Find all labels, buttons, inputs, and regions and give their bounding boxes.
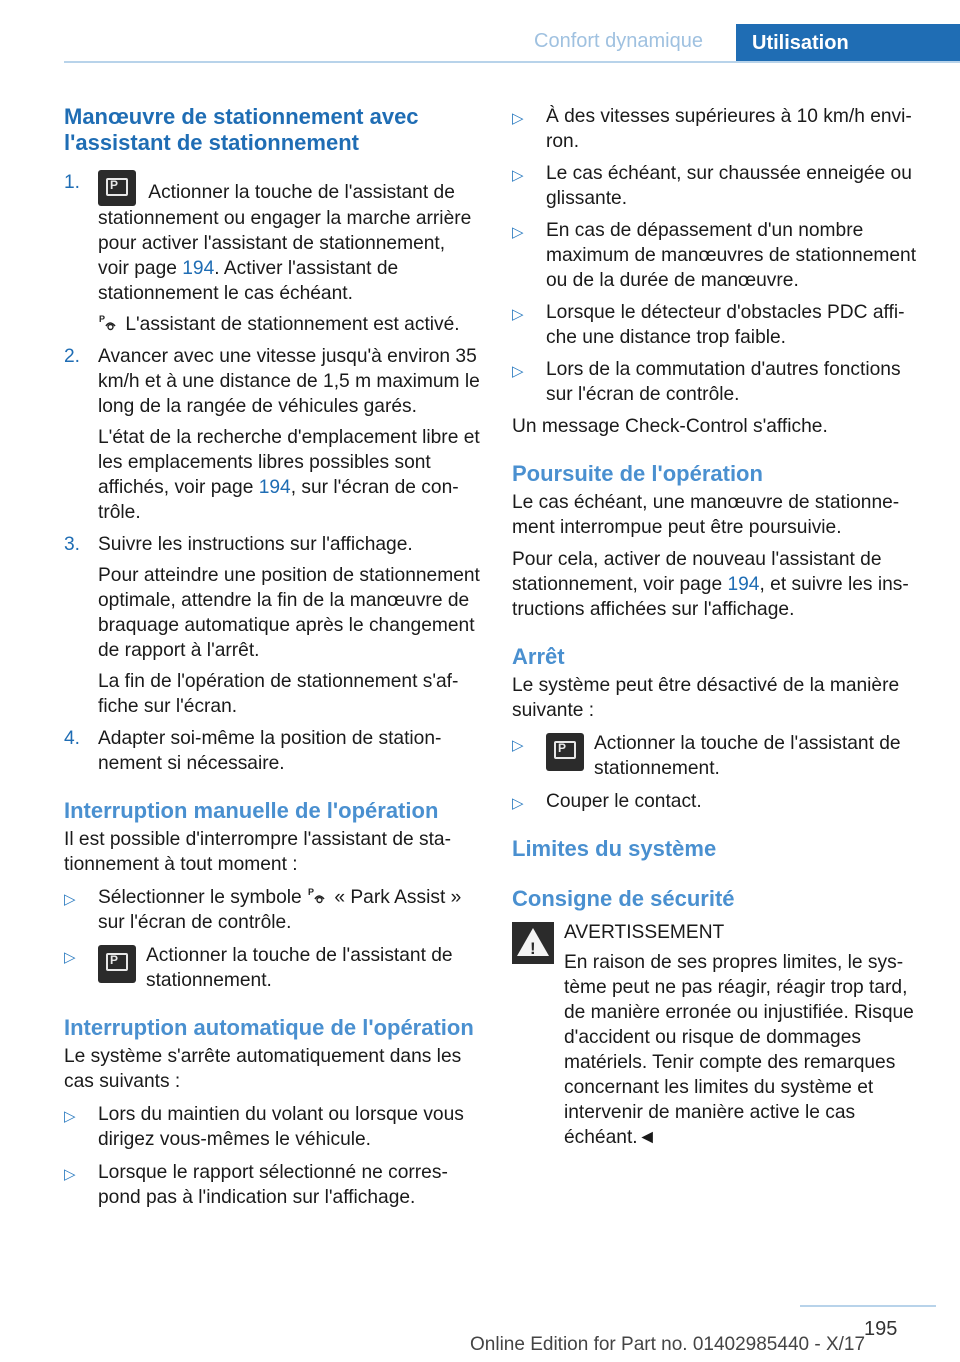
right-column <box>512 104 928 1150</box>
bullet-triangle-icon: ▷ <box>512 795 524 812</box>
bullet-text: Le cas échéant, sur chaussée enneigée ou glissante. <box>546 163 912 209</box>
warning-block <box>512 920 928 1150</box>
svg-text:P: P <box>99 314 106 324</box>
header-section-title: Confort dynamique <box>534 30 703 52</box>
bullet-triangle-icon: ▷ <box>512 167 524 184</box>
list-item <box>512 731 928 781</box>
heading-auto-interruption: Interruption automatique de l'opération <box>64 1015 474 1040</box>
bullet-text: Couper le contact. <box>546 791 702 812</box>
bullet-text: Lors du maintien du volant ou lorsque vous dirigez vous-mêmes le véhicule. <box>98 1104 464 1150</box>
bullet-triangle-icon: ▷ <box>64 949 76 966</box>
step-sub-text: L'assistant de stationnement est activé. <box>120 314 460 335</box>
bullet-triangle-icon: ▷ <box>64 1166 76 1183</box>
header-rule <box>64 61 960 63</box>
list-item <box>64 1160 480 1210</box>
heading-safety-note: Consigne de sécurité <box>512 886 735 911</box>
step-number: 1. <box>64 172 81 193</box>
footer-rule <box>800 1305 936 1307</box>
heading-stop: Arrêt <box>512 644 565 669</box>
left-column <box>64 104 480 1210</box>
step-2 <box>64 344 480 525</box>
bullet-text: À des vitesses supérieures à 10 km/h environ. <box>546 106 912 152</box>
list-item <box>512 218 928 293</box>
resume-text-2: Pour cela, activer de nouveau l'assistant de stationnement, voir page <box>512 549 882 595</box>
step-4 <box>64 726 480 776</box>
list-item <box>64 943 480 993</box>
step-text-end: . Activer l'assistant de stationnement le cas échéant. <box>98 258 399 304</box>
bullet-text-end: « Park Assist » sur l'écran de contrôle. <box>98 887 462 933</box>
bullet-text: Lors de la commutation d'autres fonctions sur l'écran de contrôle. <box>546 359 901 405</box>
page-number: 195 <box>864 1318 898 1340</box>
park-assist-symbol-icon <box>307 885 329 907</box>
list-item <box>512 104 928 154</box>
manual-intro: Il est possible d'interrompre l'assistant de stationnement à tout moment : <box>64 829 451 875</box>
bullet-text: Sélectionner le symbole <box>98 887 308 908</box>
step-sub-text: La fin de l'opération de stationnement s'affiche sur l'écran. <box>98 671 459 717</box>
bullet-text: Lorsque le rapport sélectionné ne correspond pas à l'indication sur l'affichage. <box>98 1162 448 1208</box>
bullet-text: Lorsque le détecteur d'obstacles PDC affiche une distance trop faible. <box>546 302 905 348</box>
check-control-message: Un message Check-Control s'affiche. <box>512 416 828 437</box>
step-3 <box>64 532 480 719</box>
bullet-triangle-icon: ▷ <box>512 306 524 323</box>
step-text: Adapter soi-même la position de stationnement si nécessaire. <box>98 728 442 774</box>
footer-edition: Online Edition for Part no. 01402985440 - X/17 <box>470 1334 866 1355</box>
auto-intro: Le système s'arrête automatiquement dans les cas suivants : <box>64 1046 462 1092</box>
bullet-triangle-icon: ▷ <box>64 1108 76 1125</box>
step-sub-text: L'état de la recherche d'emplacement libre et les emplacements libres possibles sont affichés, voir page <box>98 427 480 498</box>
bullet-triangle-icon: ▷ <box>512 110 524 127</box>
page-link[interactable]: 194 <box>182 258 215 279</box>
bullet-text: Actionner la touche de l'assistant de stationnement. <box>594 733 901 779</box>
step-text: Avancer avec une vitesse jusqu'à environ 35 km/h et à une distance de 1,5 m maximum le long de la rangée de véhicules garés. <box>98 346 480 417</box>
park-assist-symbol-icon <box>98 312 120 334</box>
step-number: 4. <box>64 728 81 749</box>
bullet-text: En cas de dépassement d'un nombre maximum de manœuvres de stationnement ou de la durée de manœuvre. <box>546 220 917 291</box>
page-link[interactable]: 194 <box>258 477 291 498</box>
heading-manual-interruption: Interruption manuelle de l'opération <box>64 798 439 823</box>
step-1 <box>64 170 480 337</box>
list-item <box>64 885 480 935</box>
warning-text: En raison de ses propres limites, le système peut ne pas réagir, réagir trop tard, de manière erronée ou injustifiée. Risque d'accident ou risque de dommages matériels. Tenir compte des remarques concernant les limites du système et intervenir de manière active le cas échéant.◄ <box>564 952 914 1148</box>
park-assist-button-icon <box>98 945 136 983</box>
bullet-triangle-icon: ▷ <box>64 891 76 908</box>
list-item <box>512 789 928 814</box>
bullet-triangle-icon: ▷ <box>512 224 524 241</box>
step-number: 3. <box>64 534 81 555</box>
step-sub-text: Pour atteindre une position de stationnement optimale, attendre la fin de la manœuvre de braquage automatique après le changement de rapport à l'arrêt. <box>98 565 480 661</box>
heading-system-limits: Limites du système <box>512 836 717 861</box>
bullet-triangle-icon: ▷ <box>512 737 524 754</box>
park-assist-button-icon <box>98 170 136 206</box>
step-number: 2. <box>64 346 81 367</box>
park-assist-button-icon <box>546 733 584 771</box>
heading-parking-maneuver: Manœuvre de stationnement avec l'assistant de stationnement <box>64 104 419 155</box>
svg-text:P: P <box>308 887 315 897</box>
list-item <box>512 300 928 350</box>
list-item <box>512 161 928 211</box>
step-sub-text-end: , sur l'écran de contrôle. <box>98 477 459 523</box>
list-item <box>512 357 928 407</box>
list-item <box>64 1102 480 1152</box>
step-text: Suivre les instructions sur l'affichage. <box>98 534 413 555</box>
step-text: Actionner la touche de l'assistant de stationnement ou engager la marche arrière pour activer l'assistant de stationnement, voir page <box>98 182 472 279</box>
warning-title: AVERTISSEMENT <box>564 922 725 943</box>
heading-resume: Poursuite de l'opération <box>512 461 763 486</box>
resume-text: Le cas échéant, une manœuvre de stationnement interrompue peut être poursuivie. <box>512 492 900 538</box>
warning-icon <box>512 922 554 964</box>
stop-intro: Le système peut être désactivé de la manière suivante : <box>512 675 900 721</box>
bullet-triangle-icon: ▷ <box>512 363 524 380</box>
resume-text-2-end: , et suivre les instructions affichées sur l'affichage. <box>512 574 909 620</box>
page-link[interactable]: 194 <box>727 574 760 595</box>
header-chapter-tab: Utilisation <box>736 24 960 62</box>
bullet-text: Actionner la touche de l'assistant de stationnement. <box>146 945 453 991</box>
